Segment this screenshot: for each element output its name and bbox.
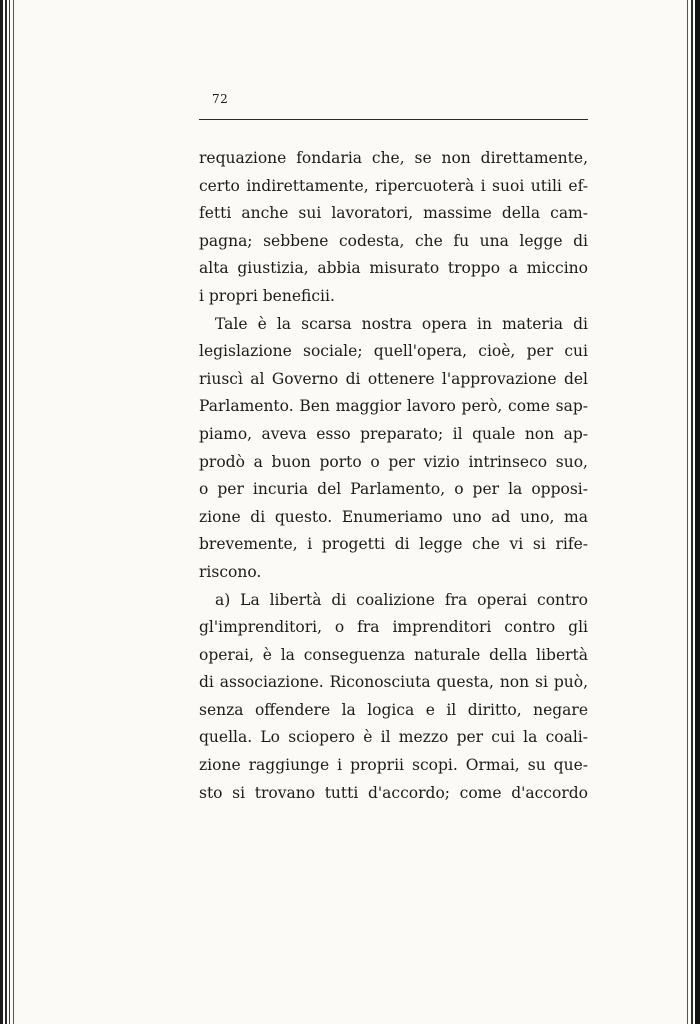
text-line: riscono. <box>199 562 262 581</box>
paragraph-start-line: a) La libertà di coalizione fra operai contro <box>215 590 588 609</box>
text-line: certo indirettamente, ripercuoterà i suoi utili ef- <box>199 176 588 195</box>
book-spine-left-edge <box>0 0 20 1024</box>
text-line: piamo, aveva esso preparato; il quale non ap- <box>199 424 588 443</box>
text-line: Parlamento. Ben maggior lavoro però, come sap- <box>199 397 588 416</box>
text-line: alta giustizia, abbia misurato troppo a miccino <box>199 259 588 278</box>
text-line: gl'imprenditori, o fra imprenditori contro gli <box>199 618 588 637</box>
text-line: fetti anche sui lavoratori, massime della cam- <box>199 204 588 223</box>
text-line: brevemente, i progetti di legge che vi si rife- <box>199 535 588 554</box>
paragraph-start-line: Tale è la scarsa nostra opera in materia di <box>215 314 588 333</box>
text-line: riuscì al Governo di ottenere l'approvazione del <box>199 369 588 388</box>
text-line: legislazione sociale; quell'opera, cioè, per cui <box>199 342 588 361</box>
body-text <box>199 145 588 807</box>
text-line: i propri beneficii. <box>199 286 335 305</box>
text-line: di associazione. Riconosciuta questa, non si può, <box>199 673 588 692</box>
text-line: quella. Lo sciopero è il mezzo per cui la coali- <box>199 728 588 747</box>
text-line: senza offendere la logica e il diritto, negare <box>199 700 588 719</box>
text-line: sto si trovano tutti d'accordo; come d'accordo <box>199 783 588 802</box>
text-line: requazione fondaria che, se non direttamente, <box>199 149 588 167</box>
text-line: o per incuria del Parlamento, o per la opposi- <box>199 480 588 499</box>
text-line: pagna; sebbene codesta, che fu una legge di <box>199 231 588 250</box>
text-line: prodò a buon porto o per vizio intrinseco suo, <box>199 452 588 471</box>
page-number: 72 <box>212 92 229 106</box>
book-page-right-edge <box>680 0 700 1024</box>
text-line: operai, è la conseguenza naturale della libertà <box>199 645 588 664</box>
header-rule <box>199 119 588 120</box>
text-line: zione di questo. Enumeriamo uno ad uno, ma <box>199 507 588 526</box>
text-line: zione raggiunge i proprii scopi. Ormai, su que- <box>199 756 588 775</box>
